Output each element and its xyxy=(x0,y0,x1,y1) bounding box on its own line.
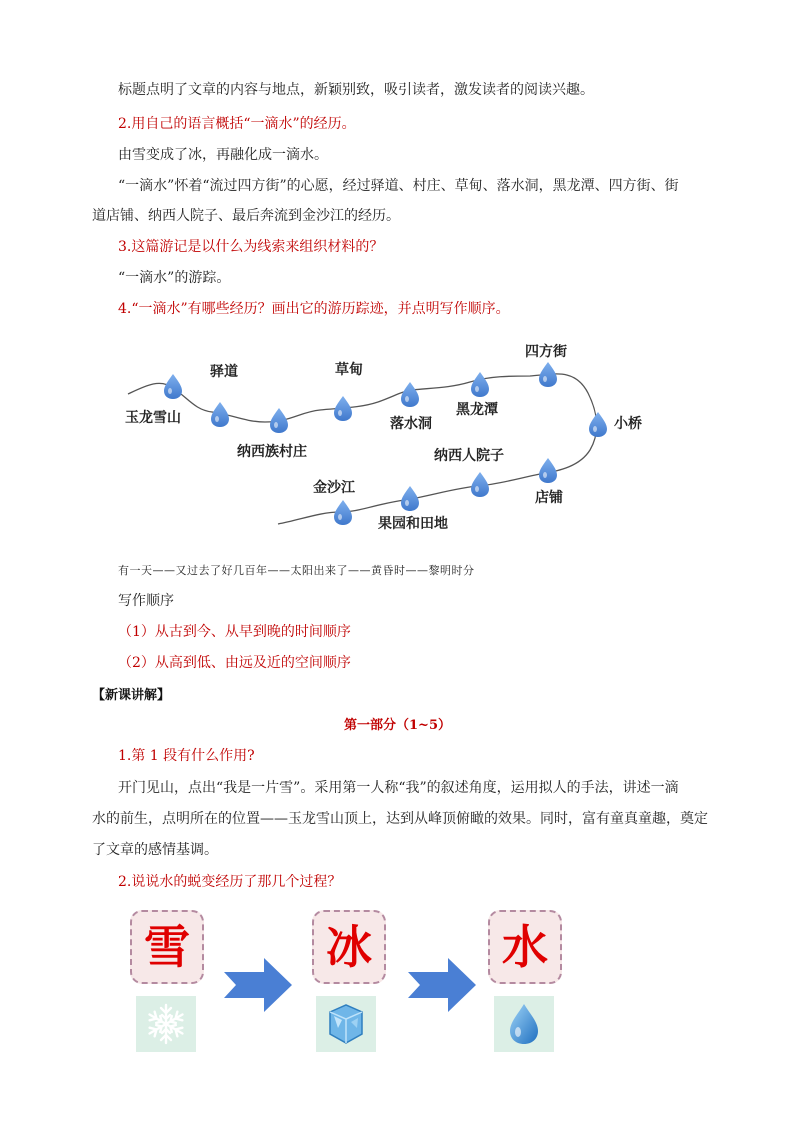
answer-1-line-3: 了文章的感情基调。 xyxy=(92,842,218,858)
drop-jinsha xyxy=(334,500,352,525)
answer-2-line-1: 由雪变成了冰，再融化成一滴水。 xyxy=(118,147,328,163)
stage-water-label: 水 xyxy=(502,920,548,974)
intro-text: 标题点明了文章的内容与地点，新颖别致，吸引读者，激发读者的阅读兴趣。 xyxy=(118,82,594,98)
water-drop-icon xyxy=(506,1002,542,1046)
label-xiaoqiao: 小桥 xyxy=(614,416,642,432)
label-naxi-village: 纳西族村庄 xyxy=(237,444,307,460)
route-map xyxy=(0,338,794,538)
drop-naxi-yard xyxy=(471,472,489,497)
answer-1-line-1: 开门见山，点出“我是一片雪”。采用第一人称“我”的叙述角度，运用拟人的手法，讲述一滴 xyxy=(118,780,679,796)
label-luoshui: 落水洞 xyxy=(390,416,432,432)
drop-naxi-village xyxy=(270,408,288,433)
stage-ice-card xyxy=(312,910,386,984)
time-sequence: 有一天——又过去了好几百年——太阳出来了——黄昏时——黎明时分 xyxy=(118,564,475,577)
label-sifang: 四方街 xyxy=(525,344,567,360)
part-title: 第一部分（1~5） xyxy=(344,718,451,733)
drop-heilong xyxy=(471,372,489,397)
question-1: 1.第 1 段有什么作用? xyxy=(118,748,255,764)
drop-dianpu xyxy=(539,458,557,483)
drop-yidao xyxy=(211,402,229,427)
ice-tile xyxy=(316,996,376,1052)
question-4: 4.“一滴水”有哪些经历？画出它的游历踪迹，并点明写作顺序。 xyxy=(118,301,510,317)
stage-snow-card xyxy=(130,910,204,984)
snowflake-icon xyxy=(144,1002,188,1046)
order-title: 写作顺序 xyxy=(118,593,174,609)
drop-xiaoqiao xyxy=(589,412,607,437)
drop-sifang xyxy=(539,362,557,387)
question-2b: 2.说说水的蜕变经历了那几个过程？ xyxy=(118,874,342,890)
drop-yulong xyxy=(164,374,182,399)
stage-water-card xyxy=(488,910,562,984)
answer-1-line-2: 水的前生，点明所在的位置——玉龙雪山顶上，达到从峰顶俯瞰的效果。同时，富有童真童趣，奠定 xyxy=(92,811,708,827)
route-line xyxy=(128,374,597,524)
answer-2-line-2: “一滴水”怀着“流过四方街”的心愿，经过驿道、村庄、草甸、落水洞，黑龙潭、四方街、街 xyxy=(118,178,679,194)
drop-caodian xyxy=(334,396,352,421)
arrow-right-icon xyxy=(408,958,478,1012)
stage-ice-label: 冰 xyxy=(326,920,372,974)
label-caodian: 草甸 xyxy=(335,362,363,378)
label-yidao: 驿道 xyxy=(210,364,238,380)
water-drop-tile xyxy=(494,996,554,1052)
drop-guoyuan xyxy=(401,486,419,511)
arrow-right-icon xyxy=(224,958,294,1012)
label-guoyuan: 果园和田地 xyxy=(378,516,448,532)
label-dianpu: 店铺 xyxy=(535,490,563,506)
label-jinsha: 金沙江 xyxy=(313,480,355,496)
ice-cube-icon xyxy=(324,1002,368,1046)
question-3: 3.这篇游记是以什么为线索来组织材料的？ xyxy=(118,239,384,255)
label-naxi-yard: 纳西人院子 xyxy=(434,448,504,464)
answer-2-line-3: 道店铺、纳西人院子、最后奔流到金沙江的经历。 xyxy=(92,208,400,224)
stage-snow-label: 雪 xyxy=(144,920,190,974)
label-yulong: 玉龙雪山 xyxy=(125,410,181,426)
answer-3: “一滴水”的游踪。 xyxy=(118,270,231,286)
section-header: 【新课讲解】 xyxy=(92,688,171,703)
drop-luoshui xyxy=(401,382,419,407)
order-item-2: （2）从高到低、由远及近的空间顺序 xyxy=(118,655,351,671)
order-item-1: （1）从古到今、从早到晚的时间顺序 xyxy=(118,624,351,640)
question-2: 2.用自己的语言概括“一滴水”的经历。 xyxy=(118,116,356,132)
snowflake-tile xyxy=(136,996,196,1052)
label-heilong: 黑龙潭 xyxy=(456,402,498,418)
